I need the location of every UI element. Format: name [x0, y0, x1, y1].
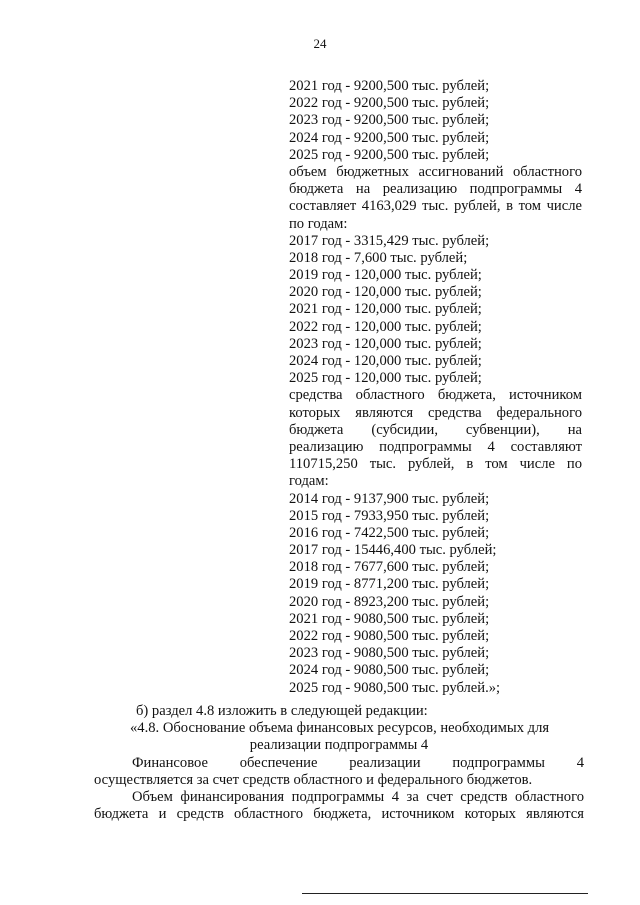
- column-line: 2022 год - 120,000 тыс. рублей;: [289, 318, 482, 335]
- section-b-line: б) раздел 4.8 изложить в следующей редакции:: [136, 703, 428, 719]
- column-line: 2021 год - 9080,500 тыс. рублей;: [289, 610, 490, 627]
- column-line: по годам:: [289, 215, 348, 232]
- column-line: 2019 год - 8771,200 тыс. рублей;: [289, 576, 490, 593]
- column-line: 2017 год - 15446,400 тыс. рублей;: [289, 542, 497, 559]
- page-number: 24: [313, 36, 327, 51]
- section-b-block: [94, 703, 584, 823]
- bottom-rule: [302, 893, 588, 894]
- column-line: реализацию подпрограммы 4 составляют: [289, 438, 582, 455]
- column-line: 2024 год - 9080,500 тыс. рублей;: [289, 662, 490, 679]
- column-line: 110715,250 тыс. рублей, в том числе по: [289, 456, 582, 473]
- paragraph2-line1: Объем финансирования подпрограммы 4 за счет средств областного: [132, 788, 584, 805]
- column-line: 2022 год - 9200,500 тыс. рублей;: [289, 95, 490, 112]
- paragraph1-line1: Финансовое обеспечение реализации подпрограммы 4: [132, 754, 584, 771]
- column-line: 2023 год - 9200,500 тыс. рублей;: [289, 112, 490, 129]
- column-line: 2025 год - 9080,500 тыс. рублей.»;: [289, 679, 501, 696]
- column-line: 2025 год - 120,000 тыс. рублей;: [289, 370, 482, 387]
- column-line: 2018 год - 7677,600 тыс. рублей;: [289, 559, 490, 576]
- paragraph2-line2: бюджета и средств областного бюджета, источником которых являются: [94, 806, 584, 823]
- column-line: составляет 4163,029 тыс. рублей, в том числе: [289, 198, 582, 215]
- column-line: 2014 год - 9137,900 тыс. рублей;: [289, 490, 490, 507]
- column-line: 2024 год - 120,000 тыс. рублей;: [289, 353, 482, 369]
- column-line: бюджета на реализацию подпрограммы 4: [289, 181, 582, 198]
- column-line: 2018 год - 7,600 тыс. рублей;: [289, 249, 468, 266]
- section-heading-line1: «4.8. Обоснование объема финансовых ресурсов, необходимых для: [130, 720, 550, 737]
- column-line: 2016 год - 7422,500 тыс. рублей;: [289, 524, 490, 541]
- column-line: 2019 год - 120,000 тыс. рублей;: [289, 267, 482, 284]
- paragraph1-line2: осуществляется за счет средств областного и федерального бюджетов.: [94, 771, 533, 788]
- column-line: бюджета (субсидии, субвенции), на: [289, 421, 582, 438]
- column-line: 2023 год - 9080,500 тыс. рублей;: [289, 645, 490, 662]
- column-line: которых являются средства федерального: [289, 404, 582, 421]
- column-line: 2015 год - 7933,950 тыс. рублей;: [289, 507, 490, 524]
- column-line: 2024 год - 9200,500 тыс. рублей;: [289, 129, 490, 146]
- column-line: 2023 год - 120,000 тыс. рублей;: [289, 335, 482, 352]
- column-line: годам:: [289, 473, 329, 490]
- column-line: средства областного бюджета, источником: [289, 387, 582, 404]
- program-funding-column: [289, 78, 582, 697]
- column-line: 2021 год - 120,000 тыс. рублей;: [289, 301, 482, 318]
- column-line: 2020 год - 120,000 тыс. рублей;: [289, 284, 482, 301]
- column-line: объем бюджетных ассигнований областного: [289, 163, 582, 180]
- column-line: 2017 год - 3315,429 тыс. рублей;: [289, 232, 490, 249]
- column-line: 2021 год - 9200,500 тыс. рублей;: [289, 78, 490, 94]
- column-line: 2025 год - 9200,500 тыс. рублей;: [289, 146, 490, 163]
- column-line: 2020 год - 8923,200 тыс. рублей;: [289, 593, 490, 610]
- section-heading-line2: реализации подпрограммы 4: [249, 737, 429, 754]
- column-line: 2022 год - 9080,500 тыс. рублей;: [289, 628, 490, 644]
